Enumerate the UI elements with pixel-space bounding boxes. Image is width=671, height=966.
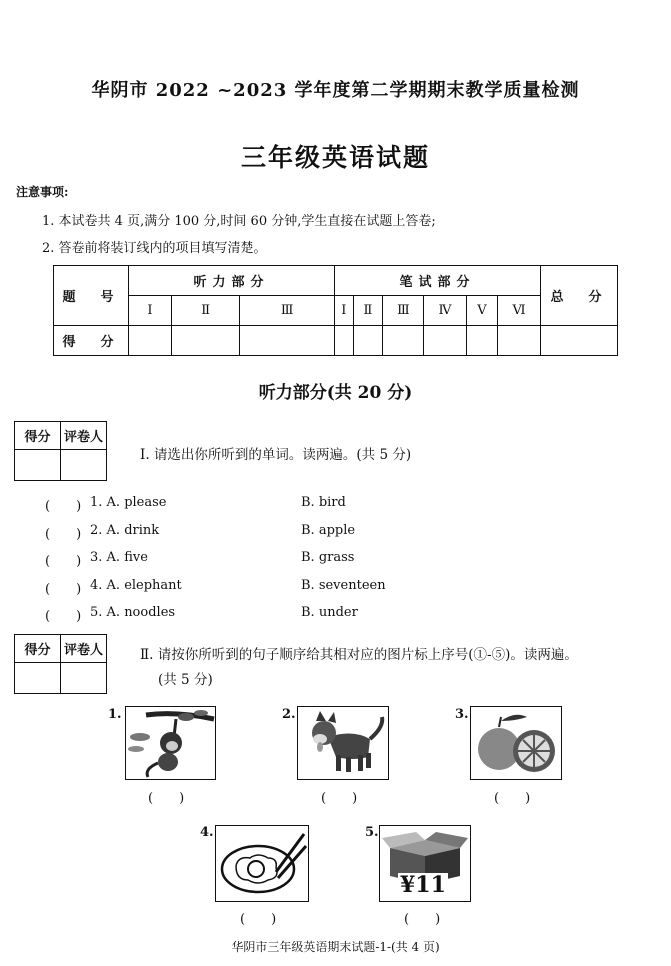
option-b: B. apple [301, 523, 356, 538]
picture-number: 2. [282, 707, 296, 722]
score-row-label: 得 分 [54, 326, 129, 356]
total-header: 总 分 [541, 266, 618, 326]
part2-instruction-points: (共 5 分) [158, 672, 213, 688]
price-tag: ¥11 [400, 872, 446, 898]
box-icon [379, 825, 471, 902]
writing-col: Ⅲ [383, 296, 424, 326]
answer-paren[interactable]: ( ) [321, 791, 358, 806]
picture-number: 5. [365, 825, 379, 840]
score-cell[interactable] [498, 326, 541, 356]
option-b: B. bird [301, 495, 346, 510]
egg-chopsticks-icon [215, 825, 309, 902]
score-cell[interactable] [424, 326, 466, 356]
option-a: 4. A. elephant [90, 578, 182, 593]
answer-paren[interactable]: ( ) [240, 912, 277, 927]
option-a: 3. A. five [90, 550, 148, 565]
option-b: B. seventeen [301, 578, 386, 593]
answer-paren[interactable]: ( ) [45, 499, 82, 514]
grader-score-label: 得分 [15, 635, 61, 663]
dog-icon [297, 706, 389, 780]
grader-score-label: 得分 [15, 422, 61, 450]
picture-number: 3. [455, 707, 469, 722]
exam-header: 华阴市 2022 ~2023 学年度第二学期期末教学质量检测 [91, 80, 580, 101]
grader-reviewer-cell[interactable] [61, 663, 107, 694]
score-cell[interactable] [353, 326, 383, 356]
score-cell[interactable] [541, 326, 618, 356]
option-a: 2. A. drink [90, 523, 160, 538]
score-table [53, 265, 618, 356]
grader-box-1 [14, 421, 107, 481]
writing-col: Ⅴ [466, 296, 497, 326]
monkey-icon [125, 706, 216, 780]
listening-col: Ⅰ [129, 296, 172, 326]
part2-instruction: Ⅱ. 请按你所听到的句子顺序给其相对应的图片标上序号(①-⑤)。读两遍。 [140, 647, 578, 663]
row-label: 题 号 [54, 266, 129, 326]
option-b: B. grass [301, 550, 355, 565]
answer-paren[interactable]: ( ) [45, 527, 82, 542]
grader-reviewer-label: 评卷人 [61, 422, 107, 450]
answer-paren[interactable]: ( ) [404, 912, 441, 927]
grader-score-cell[interactable] [15, 450, 61, 481]
score-cell[interactable] [129, 326, 172, 356]
notice-item-2: 2. 答卷前将装订线内的项目填写清楚。 [42, 241, 267, 256]
option-a: 5. A. noodles [90, 605, 176, 620]
grader-reviewer-label: 评卷人 [61, 635, 107, 663]
score-cell[interactable] [171, 326, 240, 356]
page-footer: 华阴市三年级英语期末试题-1-(共 4 页) [231, 940, 440, 954]
score-cell[interactable] [240, 326, 335, 356]
writing-col: Ⅳ [424, 296, 466, 326]
listening-col: Ⅲ [240, 296, 335, 326]
listening-col: Ⅱ [171, 296, 240, 326]
score-cell[interactable] [334, 326, 353, 356]
writing-col: Ⅰ [334, 296, 353, 326]
answer-paren[interactable]: ( ) [148, 791, 185, 806]
option-b: B. under [301, 605, 358, 620]
writing-col: Ⅵ [498, 296, 541, 326]
orange-icon [470, 706, 562, 780]
grader-reviewer-cell[interactable] [61, 450, 107, 481]
picture-number: 4. [200, 825, 214, 840]
notice-item-1: 1. 本试卷共 4 页,满分 100 分,时间 60 分钟,学生直接在试题上答卷; [42, 214, 436, 229]
score-cell[interactable] [383, 326, 424, 356]
notice-heading: 注意事项: [16, 185, 69, 199]
section-title: 听力部分(共 20 分) [258, 383, 413, 403]
answer-paren[interactable]: ( ) [45, 554, 82, 569]
part1-instruction: Ⅰ. 请选出你所听到的单词。读两遍。(共 5 分) [140, 447, 412, 463]
writing-col: Ⅱ [353, 296, 383, 326]
writing-header: 笔试部分 [334, 266, 540, 296]
option-a: 1. A. please [90, 495, 167, 510]
picture-number: 1. [108, 707, 122, 722]
score-cell[interactable] [466, 326, 497, 356]
listening-header: 听力部分 [129, 266, 335, 296]
exam-title: 三年级英语试题 [240, 143, 430, 172]
grader-box-2 [14, 634, 107, 694]
grader-score-cell[interactable] [15, 663, 61, 694]
answer-paren[interactable]: ( ) [494, 791, 531, 806]
answer-paren[interactable]: ( ) [45, 609, 82, 624]
answer-paren[interactable]: ( ) [45, 582, 82, 597]
